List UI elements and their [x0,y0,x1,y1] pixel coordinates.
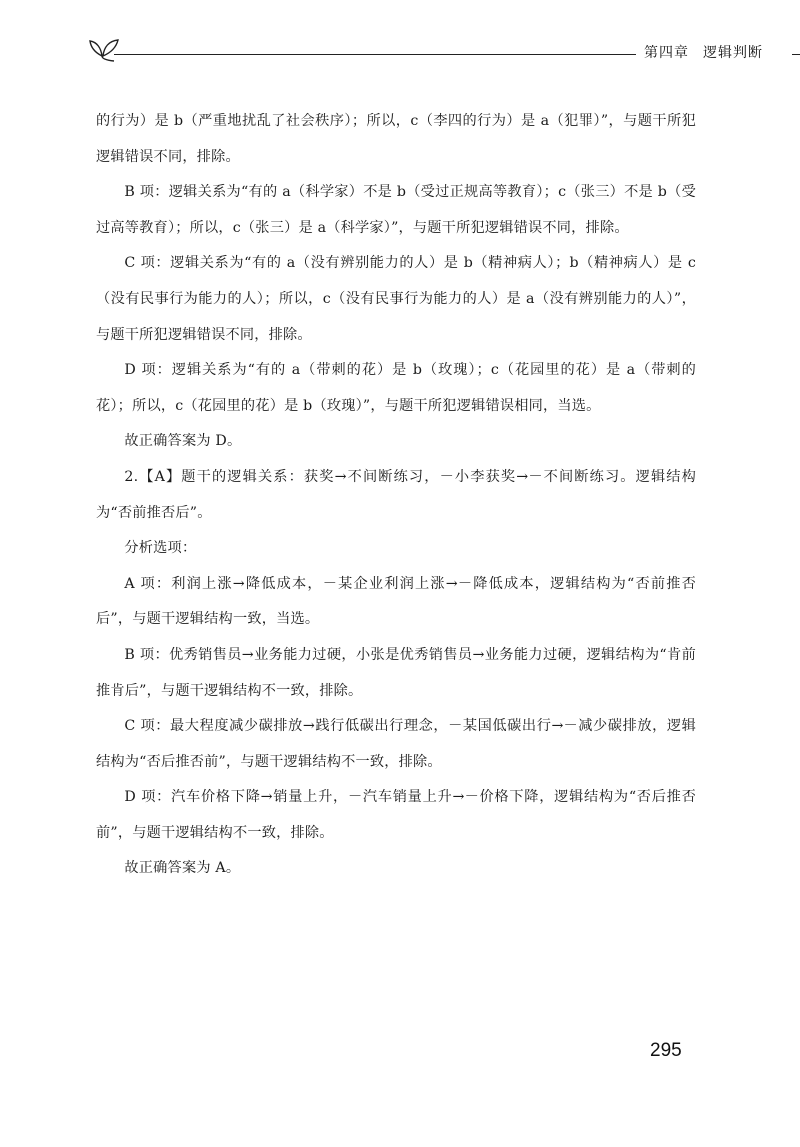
paragraph-q2-option-c: C 项：最大程度减少碳排放→践行低碳出行理念，－某国低碳出行→－减少碳排放，逻辑结构为“否后推否前”，与题干逻辑结构不一致，排除。 [96,718,696,770]
sprout-icon [88,34,128,64]
paragraph-analysis-heading: 分析选项： [124,540,197,557]
page-body [96,104,696,887]
header-rule-right [792,54,800,55]
paragraph-option-b: B 项：逻辑关系为“有的 a（科学家）不是 b（受过正规高等教育）；c（张三）不是 b（受过高等教育）；所以，c（张三）是 a（科学家）”，与题干所犯逻辑错误不同，排除。 [96,184,696,236]
paragraph-continuation: 的行为）是 b（严重地扰乱了社会秩序）；所以，c（李四的行为）是 a（犯罪）”，与题干所犯逻辑错误不同，排除。 [96,113,696,165]
paragraph-answer-2: 故正确答案为 A。 [124,860,241,877]
running-header [88,34,778,70]
chapter-heading [644,42,777,62]
paragraph-option-d: D 项：逻辑关系为“有的 a（带刺的花）是 b（玫瑰）；c（花园里的花）是 a（带刺的花）；所以，c（花园里的花）是 b（玫瑰）”，与题干所犯逻辑错误相同，当选。 [96,362,696,414]
paragraph-q2-option-a: A 项：利润上涨→降低成本，－某企业利润上涨→－降低成本，逻辑结构为“否前推否后”，与题干逻辑结构一致，当选。 [96,575,696,628]
chapter-number: 第四章 [644,45,689,61]
page-number: 295 [650,1040,682,1061]
paragraph-q2-option-d: D 项：汽车价格下降→销量上升，－汽车销量上升→－价格下降，逻辑结构为“否后推否前”，与题干逻辑结构不一致，排除。 [96,789,696,841]
paragraph-option-c: C 项：逻辑关系为“有的 a（没有辨别能力的人）是 b（精神病人）；b（精神病人）是 c（没有民事行为能力的人）；所以，c（没有民事行为能力的人）是 a（没有辨别能力的人）”，与题干所犯逻辑错误不同，排除。 [96,255,696,343]
paragraph-question-2: 2.【A】题干的逻辑关系：获奖→不间断练习，－小李获奖→－不间断练习。逻辑结构为“否前推否后”。 [96,468,696,521]
chapter-title: 逻辑判断 [703,45,763,61]
header-rule-left [114,54,636,55]
paragraph-q2-option-b: B 项：优秀销售员→业务能力过硬，小张是优秀销售员→业务能力过硬，逻辑结构为“肯前推肯后”，与题干逻辑结构不一致，排除。 [96,646,696,699]
paragraph-answer-1: 故正确答案为 D。 [124,433,242,450]
